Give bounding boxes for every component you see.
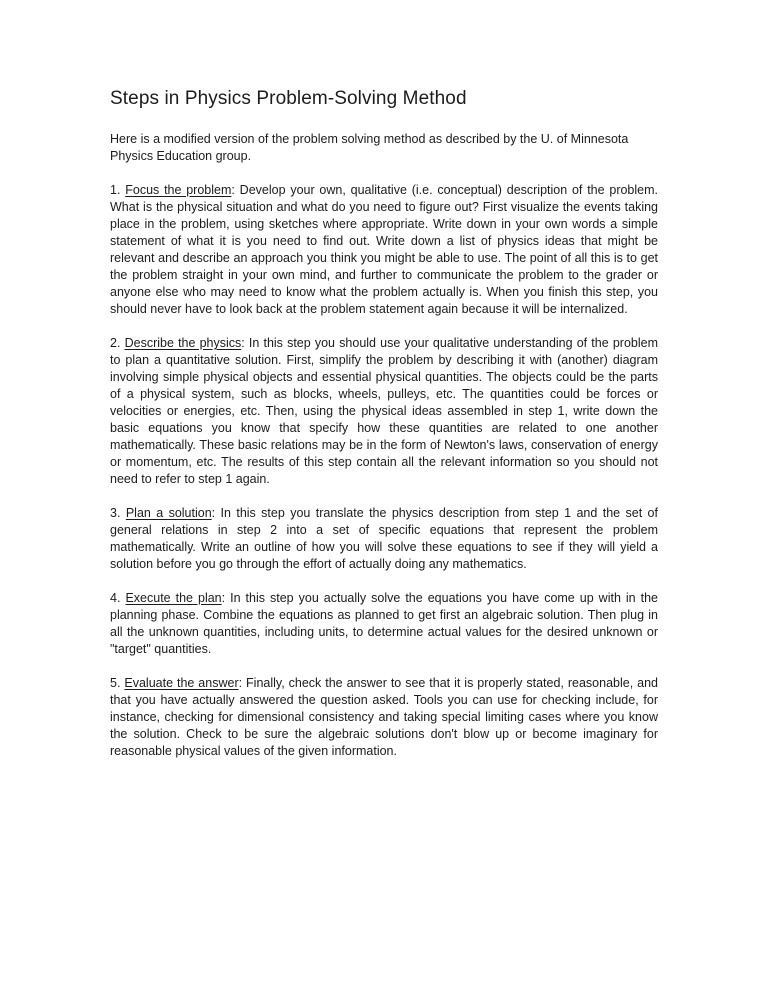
step-text: : Develop your own, qualitative (i.e. conceptual) description of the problem. What is the physical situation and what do you need to figure out? First visualize the events taking place in the problem, using sketches where appropriate. Write down in your own words a simple statement of what it is you need to find out. Write down a list of physics ideas that might be relevant and describe an approach you think you might be able to use. The point of all this is to get the problem straight in your own mind, and further to communicate the problem to the grader or anyone else who may need to know what the problem actually is. When you finish this step, you should never have to look back at the problem statement again because it will be internalized.	[110, 183, 658, 316]
step-number: 1.	[110, 183, 121, 197]
step-paragraph-4	[110, 590, 658, 658]
step-label: Describe the physics	[124, 336, 242, 350]
step-label: Focus the problem	[125, 183, 232, 197]
step-number: 3.	[110, 506, 121, 520]
step-text: : In this step you translate the physics description from step 1 and the set of general relations in step 2 into a set of specific equations that represent the problem mathematically. Write an outline of how you will solve these equations to see if they will yield a solution before you go through the effort of actually doing any mathematics.	[110, 506, 658, 571]
intro-paragraph: Here is a modified version of the problem solving method as described by the U. of Minnesota Physics Education group.	[110, 132, 629, 163]
page-title: Steps in Physics Problem-Solving Method	[110, 88, 467, 109]
step-paragraph-1	[110, 182, 658, 318]
step-label: Evaluate the answer	[124, 676, 239, 690]
step-label: Execute the plan	[125, 591, 222, 605]
steps-list	[110, 182, 658, 760]
step-number: 4.	[110, 591, 121, 605]
step-paragraph-5	[110, 675, 658, 760]
step-number: 2.	[110, 336, 121, 350]
step-text: : In this step you should use your qualitative understanding of the problem to plan a quantitative solution. First, simplify the problem by describing it with (another) diagram involving simple physical objects and essential physical quantities. The objects could be the parts of a physical system, such as blocks, wheels, pulleys, etc. The quantities could be forces or velocities or energies, etc. Then, using the physical ideas assembled in step 1, write down the basic equations you know that specify how these quantities are related to one another mathematically. These basic relations may be in the form of Newton's laws, conservation of energy or momentum, etc. The results of this step contain all the relevant information so you should not need to refer to step 1 again.	[110, 336, 658, 486]
step-number: 5.	[110, 676, 121, 690]
step-text: : Finally, check the answer to see that it is properly stated, reasonable, and that you have actually answered the question asked. Tools you can use for checking include, for instance, checking for dimensional consistency and taking special limiting cases where you know the solution. Check to be sure the algebraic solutions don't blow up or become imaginary for reasonable physical values of the given information.	[110, 676, 658, 758]
step-text: : In this step you actually solve the equations you have come up with in the planning phase. Combine the equations as planned to get first an algebraic solution. Then plug in all the unknown quantities, including units, to determine actual values for the desired unknown or "target" quantities.	[110, 591, 658, 656]
step-paragraph-2	[110, 335, 658, 488]
step-label: Plan a solution	[125, 506, 212, 520]
step-paragraph-3	[110, 505, 658, 573]
